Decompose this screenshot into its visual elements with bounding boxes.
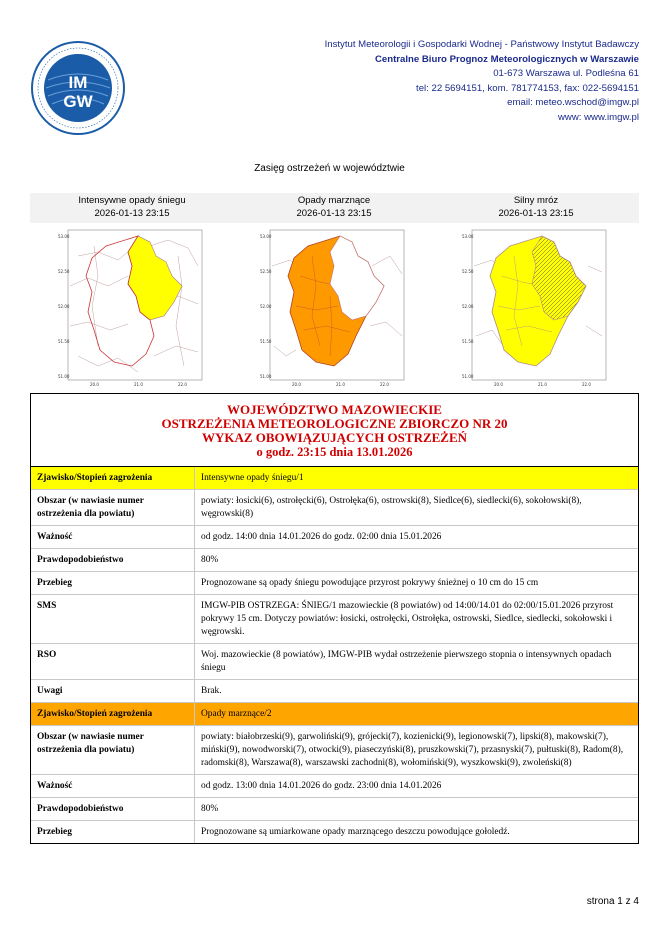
institute-name: Instytut Meteorologii i Gospodarki Wodnej - Państwowy Instytut Badawczy	[324, 39, 639, 50]
svg-text:GW: GW	[63, 92, 93, 111]
phone: tel: 22 5694151, kom. 781774153, fax: 022-5694151	[416, 82, 639, 94]
map-y-tick: 51.00	[260, 374, 272, 379]
row-label: SMS	[37, 601, 57, 611]
row-label: Prawdopodobieństwo	[37, 555, 124, 565]
map-y-tick: 51.50	[58, 339, 70, 344]
map-title: Intensywne opady śniegu	[78, 195, 186, 206]
svg-text:IM: IM	[68, 73, 88, 92]
map-x-tick: 20.0	[292, 382, 301, 387]
table-row	[31, 798, 638, 821]
table-row	[31, 572, 638, 595]
map-freezing	[260, 226, 408, 388]
map-y-tick: 53.00	[58, 234, 70, 239]
map-x-tick: 21.0	[134, 382, 143, 387]
map-y-tick: 52.50	[260, 269, 272, 274]
map-y-tick: 52.50	[462, 269, 474, 274]
row-label: Przebieg	[37, 578, 72, 588]
row-value: powiaty: łosicki(6), ostrołęcki(6), Ostrołęka(6), ostrowski(8), Siedlce(6), siedlecki(6), sokołowski(8), węgrowski(8)	[194, 490, 638, 525]
map-x-tick: 22.0	[380, 382, 389, 387]
table-row	[31, 595, 638, 644]
map-title: Opady marznące	[297, 195, 371, 206]
row-label: Ważność	[37, 532, 73, 542]
warning-table	[30, 393, 639, 844]
row-value: Opady marznące/2	[194, 703, 638, 725]
row-value: Prognozowane są opady śniegu powodujące przyrost pokrywy śnieżnej o 10 cm do 15 cm	[194, 572, 638, 594]
table-row	[31, 821, 638, 843]
issue-time: o godz. 23:15 dnia 13.01.2026	[256, 445, 413, 459]
table-row	[31, 549, 638, 572]
table-row	[31, 467, 638, 490]
map-y-tick: 53.00	[260, 234, 272, 239]
voivodeship-title: WOJEWÓDZTWO MAZOWIECKIE	[227, 402, 442, 417]
address: 01-673 Warszawa ul. Podleśna 61	[493, 68, 639, 79]
map-y-tick: 52.00	[260, 304, 272, 309]
row-label: RSO	[37, 650, 57, 660]
row-label: Prawdopodobieństwo	[37, 804, 124, 814]
email-link[interactable]: email: meteo.wschod@imgw.pl	[507, 97, 639, 108]
map-date: 2026-01-13 23:15	[94, 208, 170, 219]
table-row	[31, 490, 638, 526]
map-snow	[58, 226, 206, 388]
map-x-tick: 22.0	[178, 382, 187, 387]
row-value: Brak.	[194, 680, 638, 702]
map-y-tick: 51.50	[260, 339, 272, 344]
warnings-title: OSTRZEŻENIA METEOROLOGICZNE ZBIORCZO NR 20	[161, 416, 508, 431]
map-y-tick: 52.50	[58, 269, 70, 274]
map-y-tick: 53.00	[462, 234, 474, 239]
map-caption-snow	[42, 194, 222, 220]
row-label: Obszar (w nawiasie numer ostrzeżenia dla powiatu)	[37, 496, 144, 519]
map-date: 2026-01-13 23:15	[498, 208, 574, 219]
map-frost	[462, 226, 610, 388]
map-x-tick: 22.0	[582, 382, 591, 387]
row-value: od godz. 13:00 dnia 14.01.2026 do godz. 23:00 dnia 14.01.2026	[194, 775, 638, 797]
map-y-tick: 52.00	[462, 304, 474, 309]
row-value: od godz. 14:00 dnia 14.01.2026 do godz. 02:00 dnia 15.01.2026	[194, 526, 638, 548]
table-row	[31, 703, 638, 726]
row-value: powiaty: białobrzeski(9), garwoliński(9), grójecki(7), kozienicki(9), legionowski(7), lipski(8), makowski(7), miński(9), nowodworski(7), otwocki(9), piaseczyński(8), pruszkowski(7), przasnyski(7), pułtuski(8), Radom(8), radomski(8), Warszawa(8), warszawski zachodni(8), wołomiński(9), wyszkowski(9), zwoleński(8)	[194, 726, 638, 774]
list-title: WYKAZ OBOWIĄZUJĄCYCH OSTRZEŻEŃ	[201, 430, 468, 445]
page-number: strona 1 z 4	[586, 896, 639, 907]
warning-header	[31, 394, 638, 467]
row-value: Intensywne opady śniegu/1	[194, 467, 638, 489]
map-x-tick: 21.0	[336, 382, 345, 387]
map-caption-frost	[446, 194, 626, 220]
map-y-tick: 51.50	[462, 339, 474, 344]
row-value: Woj. mazowieckie (8 powiatów), IMGW-PIB wydał ostrzeżenie pierwszego stopnia o intensywnych opadach śniegu	[194, 644, 638, 679]
map-x-tick: 20.0	[90, 382, 99, 387]
map-y-tick: 51.00	[58, 374, 70, 379]
row-value: Prognozowane są umiarkowane opady marznącego deszczu powodujące gołoledź.	[194, 821, 638, 843]
row-label: Obszar (w nawiasie numer ostrzeżenia dla powiatu)	[37, 732, 144, 755]
institute-info	[325, 38, 639, 125]
row-label: Uwagi	[37, 686, 63, 696]
website-link[interactable]: www: www.imgw.pl	[557, 111, 639, 123]
table-row	[31, 775, 638, 798]
map-y-tick: 51.00	[462, 374, 474, 379]
map-date: 2026-01-13 23:15	[296, 208, 372, 219]
table-row	[31, 526, 638, 549]
row-value: 80%	[194, 798, 638, 820]
map-title: Silny mróz	[513, 195, 559, 206]
row-label: Przebieg	[37, 827, 72, 837]
table-row	[31, 680, 638, 703]
row-value: IMGW-PIB OSTRZEGA: ŚNIEG/1 mazowieckie (8 powiatów) od 14:00/14.01 do 02:00/15.01.2026 przyrost pokrywy 15 cm. Dotyczy powiatów: łosicki, ostrołęcki, Ostrołęka, ostrowski, Siedlce, siedlecki, sokołowski i węgrowski.	[194, 595, 638, 643]
map-x-tick: 20.0	[494, 382, 503, 387]
row-value: 80%	[194, 549, 638, 571]
map-x-tick: 21.0	[538, 382, 547, 387]
row-label: Zjawisko/Stopień zagrożenia	[37, 473, 153, 483]
row-label: Ważność	[37, 781, 73, 791]
imgw-logo-icon	[30, 40, 126, 136]
maps-section-title: Zasięg ostrzeżeń w województwie	[254, 163, 405, 174]
office-name: Centralne Biuro Prognoz Meteorologicznych w Warszawie	[374, 53, 639, 65]
row-label: Zjawisko/Stopień zagrożenia	[37, 709, 153, 719]
map-y-tick: 52.00	[58, 304, 70, 309]
table-row	[31, 726, 638, 775]
table-row	[31, 644, 638, 680]
map-caption-freezing	[244, 194, 424, 220]
